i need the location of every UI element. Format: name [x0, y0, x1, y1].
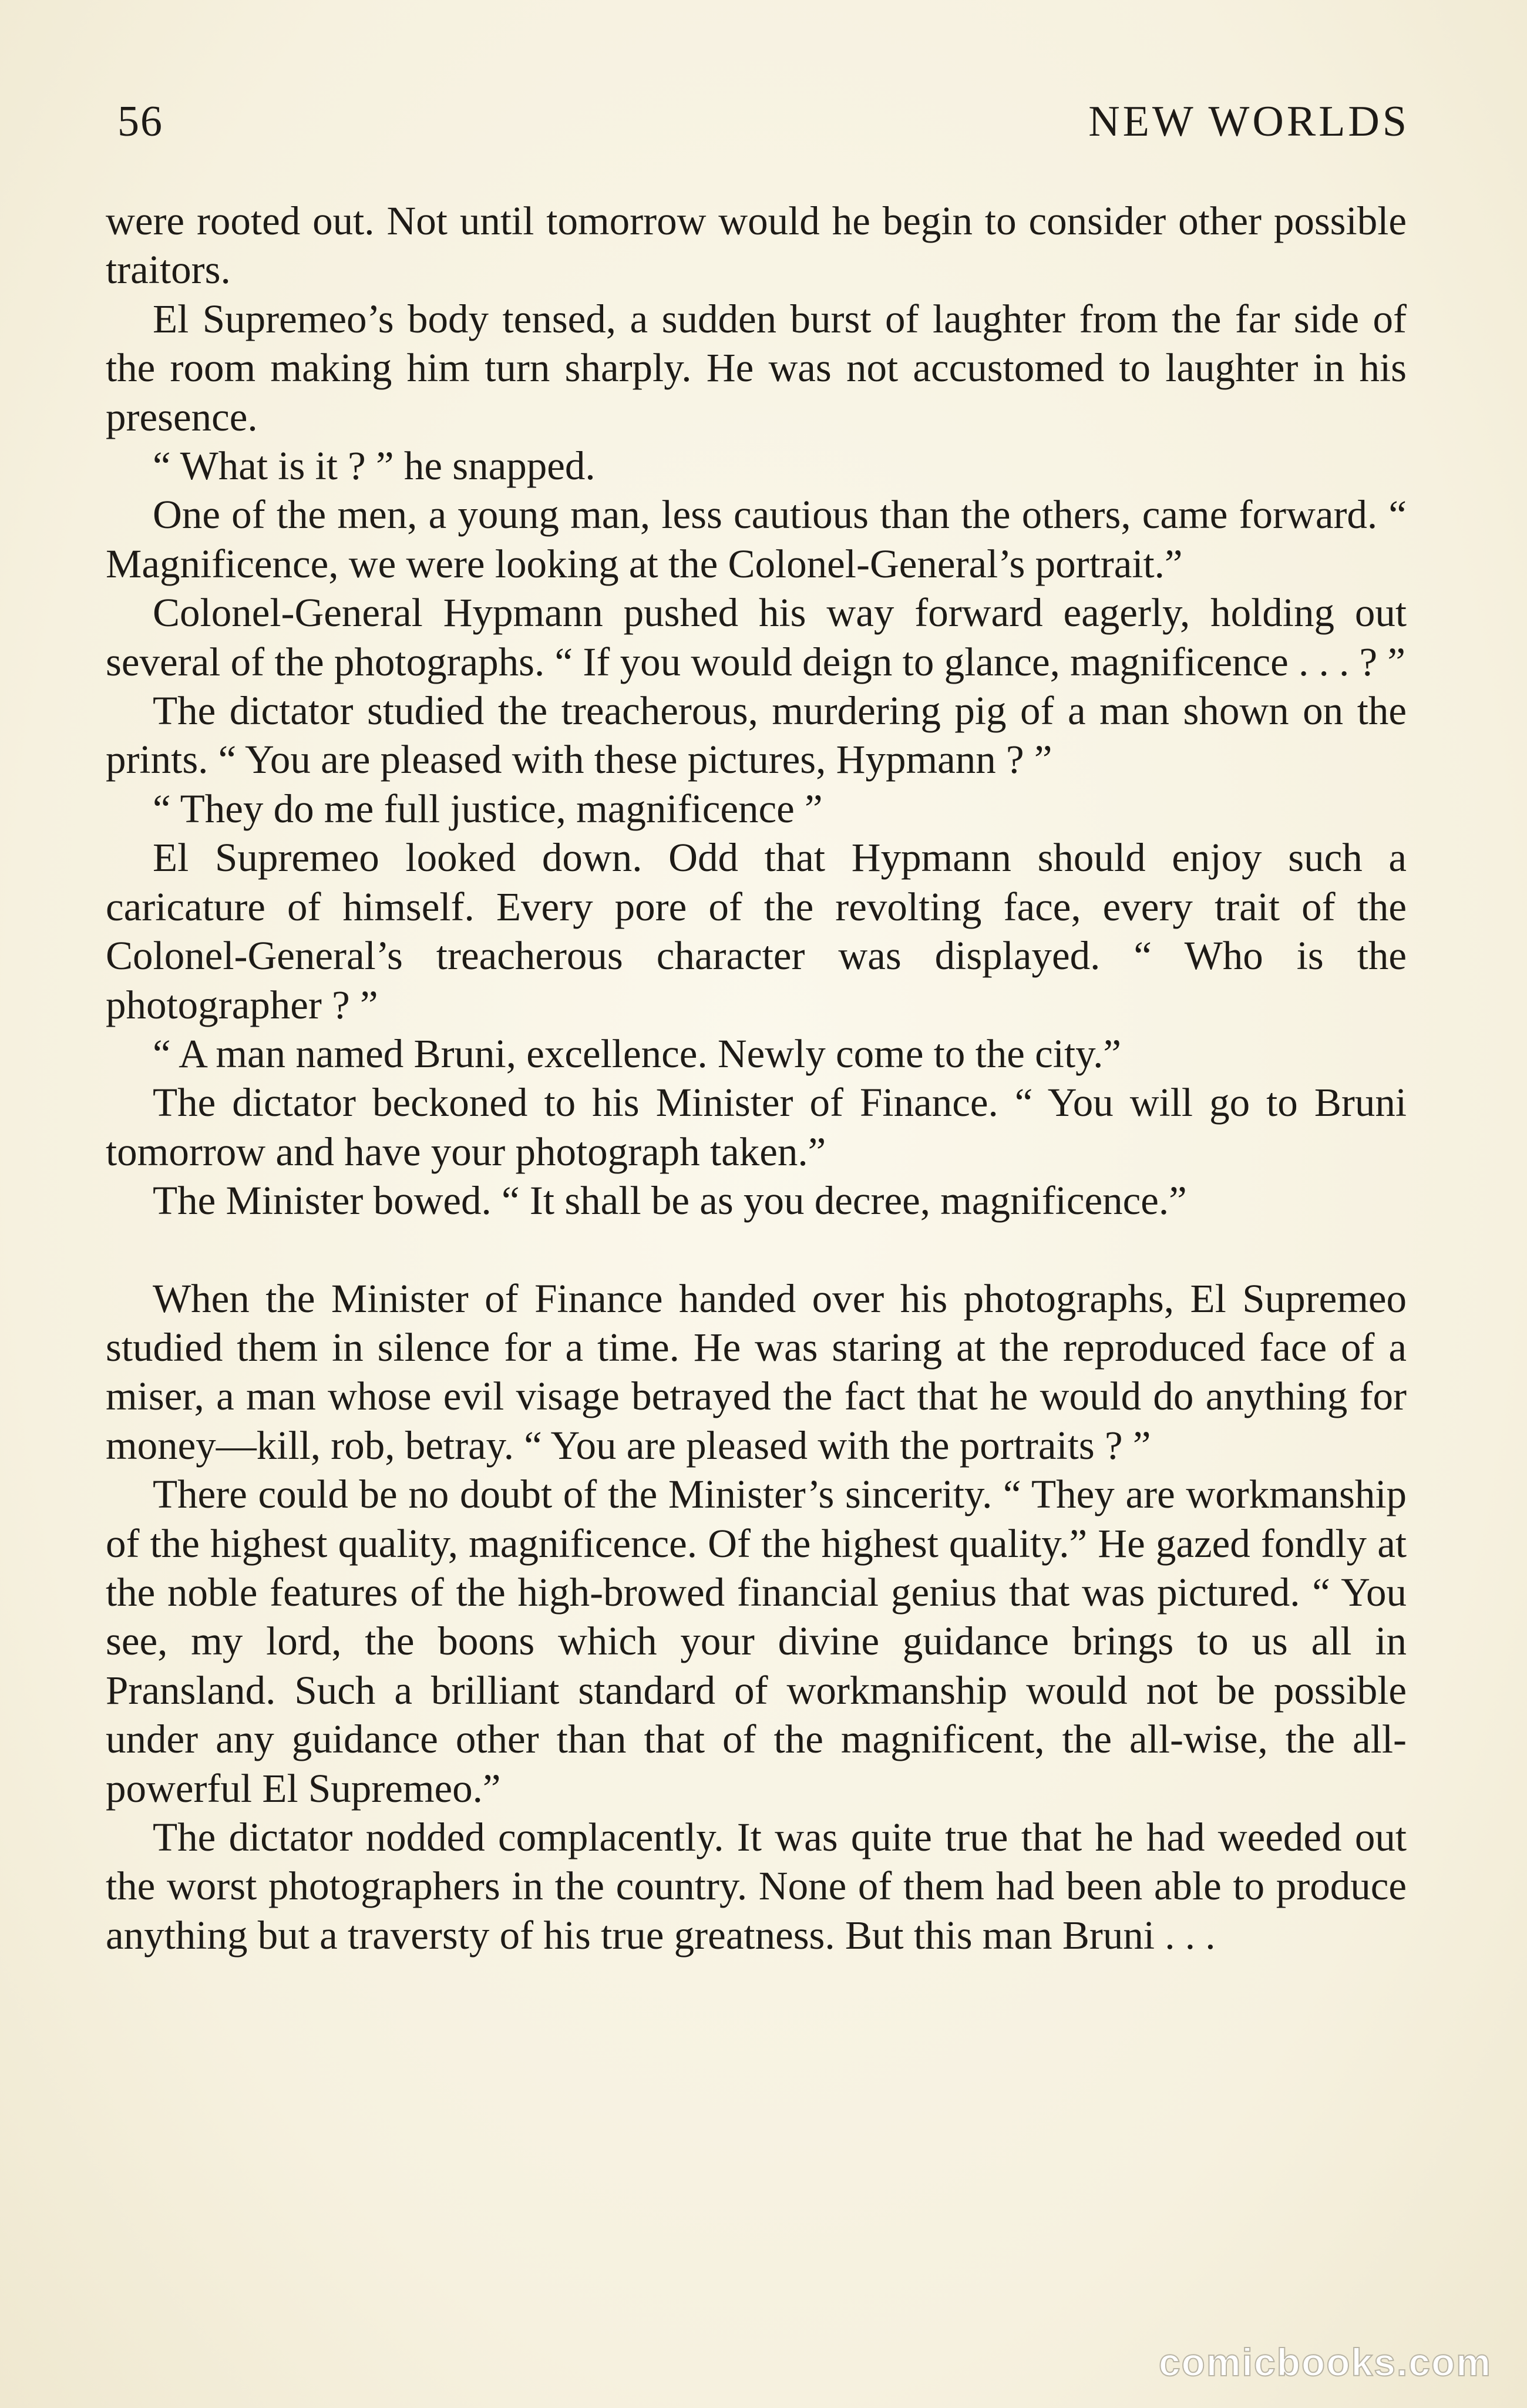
- paragraph: The dictator nodded complacently. It was quite true that he had weeded out the worst photographers in the country. None of them had been able to produce anything but a traversty of his true greatness. But this man Bruni . . .: [106, 1815, 1407, 1958]
- paragraph: Colonel-General Hypmann pushed his way forward eagerly, holding out several of the photographs. “ If you would deign to glance, magnificence . . . ? ”: [106, 590, 1407, 684]
- paragraph: El Supremeo’s body tensed, a sudden burst of laughter from the far side of the room making him turn sharply. He was not accustomed to laughter in his presence.: [106, 296, 1407, 439]
- page-header: [117, 97, 1410, 156]
- paragraph: El Supremeo looked down. Odd that Hypmann should enjoy such a caricature of himself. Every pore of the revolting face, every trait of the Colonel-General’s treacherous character was displayed. “ Who is the photographer ? ”: [106, 835, 1407, 1027]
- paragraph: The dictator beckoned to his Minister of Finance. “ You will go to Bruni tomorrow and have your photograph taken.”: [106, 1080, 1407, 1174]
- paragraph: The Minister bowed. “ It shall be as you decree, magnificence.”: [153, 1178, 1187, 1223]
- paragraph: “ A man named Bruni, excellence. Newly come to the city.”: [153, 1031, 1122, 1076]
- section-break: [106, 1226, 1407, 1274]
- paragraph: One of the men, a young man, less cautious than the others, came forward. “ Magnificence, we were looking at the Colonel-General’s portrait.”: [106, 492, 1407, 586]
- paragraph: When the Minister of Finance handed over his photographs, El Supremeo studied them in silence for a time. He was staring at the reproduced face of a miser, a man whose evil visage betrayed the fact that he would do anything for money—kill, rob, betray. “ You are pleased with the portraits ? ”: [106, 1276, 1407, 1468]
- paragraph: The dictator studied the treacherous, murdering pig of a man shown on the prints. “ You are pleased with these pictures, Hypmann ? ”: [106, 688, 1407, 782]
- page-number: 56: [117, 97, 163, 146]
- running-head: NEW WORLDS: [1088, 97, 1410, 146]
- paragraph: were rooted out. Not until tomorrow would he begin to consider other possible traitors.: [106, 199, 1407, 292]
- paragraph: There could be no doubt of the Minister’s sincerity. “ They are workmanship of the highest quality, magnificence. Of the highest quality.” He gazed fondly at the noble features of the high-browed financial genius that was pictured. “ You see, my lord, the boons which your divine guidance brings to us all in Pransland. Such a brilliant standard of workmanship would not be possible under any guidance other than that of the magnificent, the all-wise, the all-powerful El Supremeo.”: [106, 1472, 1407, 1811]
- paragraph: “ What is it ? ” he snapped.: [153, 443, 596, 489]
- story-text: [106, 197, 1407, 1960]
- paragraph: “ They do me full justice, magnificence ”: [153, 786, 823, 831]
- site-watermark: comicbooks.com: [1158, 2340, 1492, 2384]
